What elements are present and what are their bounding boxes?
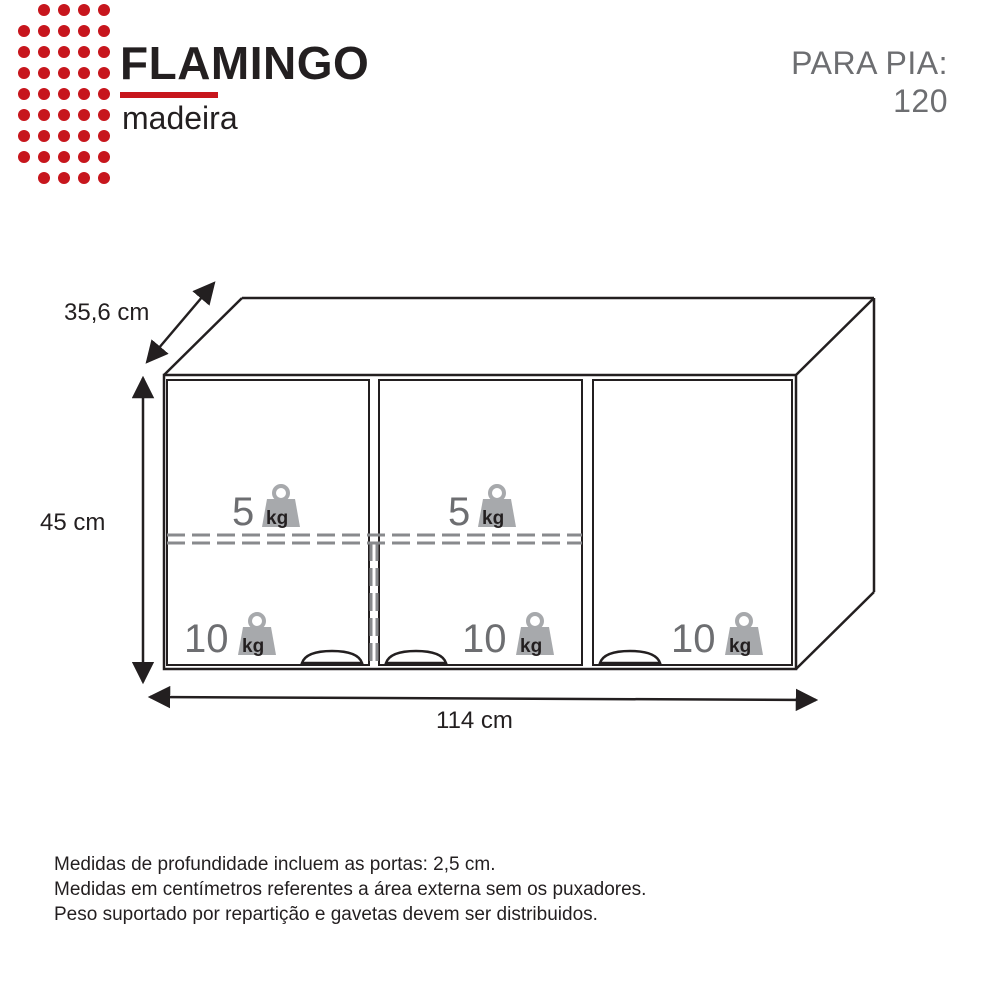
cabinet-outline xyxy=(164,298,874,669)
note-line: Peso suportado por repartição e gavetas devem ser distribuidos. xyxy=(54,904,598,925)
weight-unit: kg xyxy=(729,636,752,657)
weight-unit: kg xyxy=(520,636,543,657)
handle-left xyxy=(302,651,362,663)
handle-middle xyxy=(386,651,446,663)
weight-value: 10 xyxy=(184,617,229,661)
pia-value: 120 xyxy=(893,83,948,119)
weight-value: 5 xyxy=(232,490,255,534)
weight-shelf-middle xyxy=(448,486,516,534)
depth-arrow xyxy=(147,283,214,362)
notes xyxy=(54,852,646,927)
weight-bottom-middle xyxy=(462,614,554,661)
note-line: Medidas em centímetros referentes a área externa sem os puxadores. xyxy=(54,879,647,900)
width-label: 114 cm xyxy=(436,707,513,734)
weight-unit: kg xyxy=(242,636,265,657)
weight-value: 5 xyxy=(448,490,471,534)
weight-bottom-left xyxy=(184,614,276,661)
weight-bottom-right xyxy=(671,614,763,661)
brand-name: FLAMINGO xyxy=(120,37,370,89)
note-line: Medidas de profundidade incluem as portas: 2,5 cm. xyxy=(54,854,496,875)
weight-value: 10 xyxy=(671,617,716,661)
height-label: 45 cm xyxy=(40,509,106,536)
brand-subtitle: madeira xyxy=(122,100,238,136)
pia-label: PARA PIA: xyxy=(791,45,948,81)
weight-shelf-left xyxy=(232,486,300,534)
width-arrow xyxy=(150,697,816,700)
depth-dimension xyxy=(64,283,214,362)
handle-right xyxy=(600,651,660,663)
height-dimension xyxy=(40,378,143,682)
depth-label: 35,6 cm xyxy=(64,299,150,326)
weight-unit: kg xyxy=(482,508,505,529)
width-dimension xyxy=(150,697,816,734)
weight-value: 10 xyxy=(462,617,507,661)
weight-unit: kg xyxy=(266,508,289,529)
